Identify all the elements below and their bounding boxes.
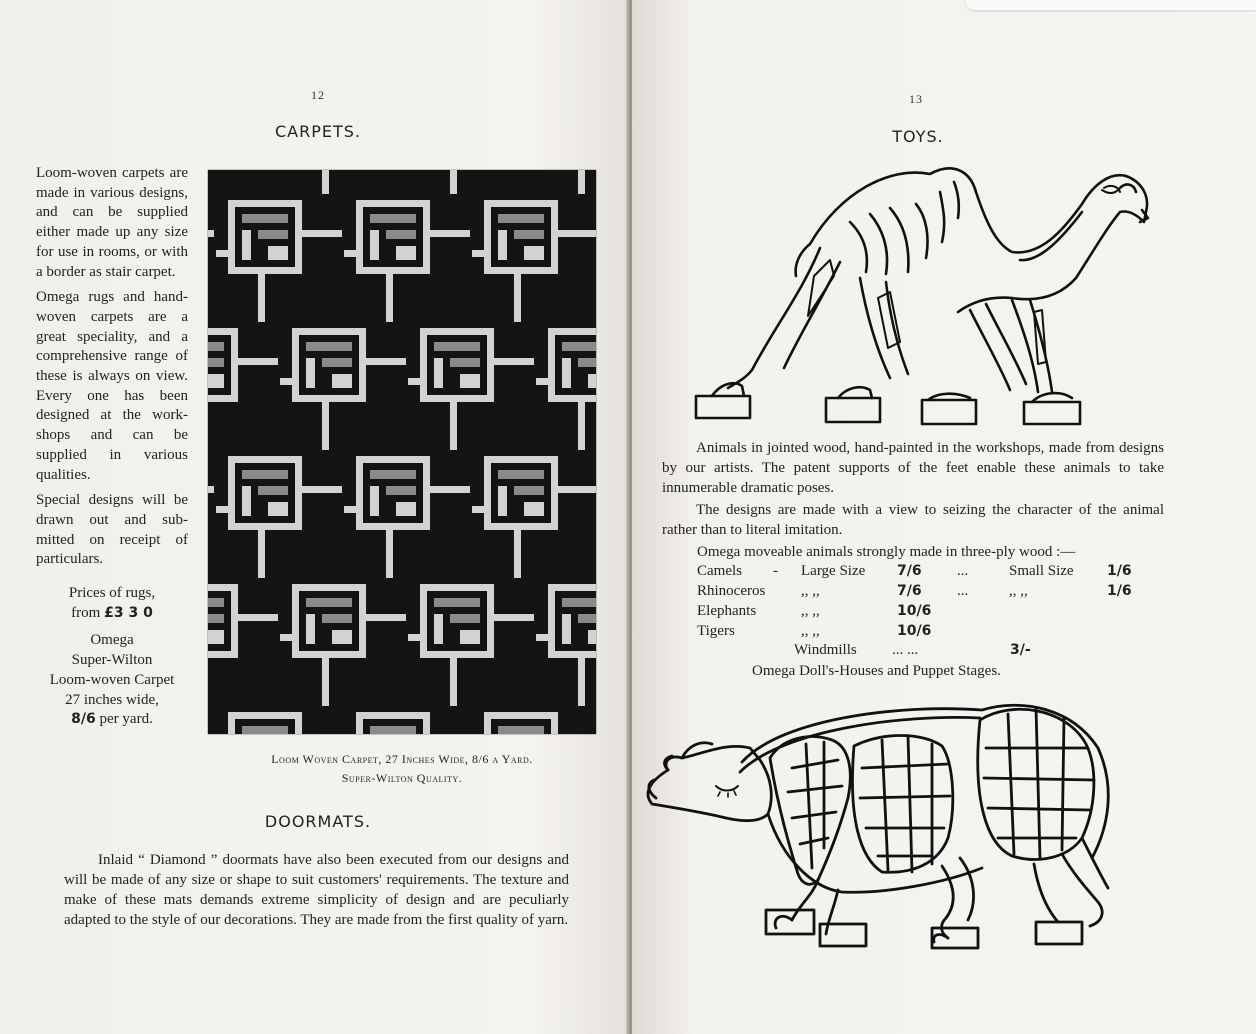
carpet-motif-bar [562,598,596,607]
rugs-price-label: Prices of rugs, [68,585,156,602]
carpet-motif-frame [484,712,558,719]
carpet-motif-frame [292,328,299,402]
windmills-row [794,640,1154,660]
carpet-motif-frame [484,456,558,463]
carpet-connector [450,658,457,706]
carpet-motif-bar [396,502,416,516]
windmills-price: 3/- [1010,642,1031,658]
carpet-motif-bar [460,630,480,644]
carpet-motif-frame [228,200,235,274]
carpet-motif-bar [332,630,352,644]
carpet-motif-frame [228,712,235,734]
carpet-motif-frame [484,456,491,530]
carpet-connector [514,274,521,322]
carpet-connector [558,486,596,493]
carpet-motif-bar [242,726,288,734]
carpet-motif-frame [423,712,430,734]
carpet-motif-frame [420,328,494,335]
carpet-motif-frame [551,712,558,734]
toys-heading: TOYS. [892,127,944,146]
carpet-connector [450,402,457,450]
wilton-price-unit: per yard. [99,711,153,728]
carpet-motif-frame [420,395,494,402]
carpet-motif-frame [420,584,427,658]
price-row-dash: - [773,563,778,579]
price-row-animal: Rhinoceros [697,583,766,599]
rugs-price-line [36,604,188,624]
carpet-connector [494,614,534,621]
carpet-motif-frame [484,712,491,734]
carpet-connector [494,358,534,365]
carpet-motif-frame [292,651,366,658]
carpet-motif-frame [548,328,555,402]
carpet-motif-bar [322,614,352,623]
wilton-line-1: Omega [90,632,134,649]
carpet-connector [302,486,342,493]
price-row [697,581,1167,601]
carpet-motif-frame [356,523,430,530]
carpet-motif-bar [498,230,507,260]
carpet-motif-bar [578,614,596,623]
price-row-animal: Tigers [697,623,735,639]
carpet-motif-bar [306,614,315,644]
carpet-motif-bar [588,374,596,388]
carpet-motif-frame [484,200,491,274]
rhinoceros-illustration [642,688,1122,950]
carpet-motif-frame [295,712,302,734]
carpet-motif-bar [208,598,224,607]
carpet-motif-frame [231,584,238,658]
carpet-connector [514,530,521,578]
carpet-motif-frame [292,395,366,402]
carpet-connector [430,486,470,493]
carpet-motif-frame [487,328,494,402]
carpet-motif-bar [258,486,288,495]
carpet-motif-frame [551,456,558,530]
carpet-motif-bar [588,630,596,644]
carpet-motif-frame [231,328,238,402]
carpet-motif-frame [359,328,366,402]
carpet-motif-bar [460,374,480,388]
carpet-motif-bar [498,470,544,479]
carpet-motif-frame [356,200,430,207]
carpet-motif-frame [423,200,430,274]
carpet-motif-bar [208,614,224,623]
price-row-size1: ,, ,, [801,623,820,639]
rugs-price-value: £3 3 0 [104,604,153,621]
carpet-motif-bar [306,598,352,607]
price-row-size2: ,, ,, [1009,583,1028,599]
carpet-motif-bar [268,246,288,260]
carpets-heading: CARPETS. [274,122,361,141]
carpet-connector [238,358,278,365]
carpet-motif-bar [242,230,251,260]
carpet-connector [344,506,356,513]
carpet-connector [536,378,548,385]
dollhouse-line: Omega Doll's-Houses and Puppet Stages. [752,663,1001,679]
carpet-motif-frame [356,267,430,274]
carpet-connector [536,634,548,641]
carpet-motif-bar [434,358,443,388]
carpet-motif-bar [562,358,571,388]
carpet-motif-frame [228,456,235,530]
carpet-motif-frame [484,200,558,207]
doormats-paragraph: Inlaid “ Diamond ” doormats have also been executed from our designs and will be made of any size or shape to suit customers' requirements. The texture and make of these mats demands extreme simplicity of design and are peculiarly adapted to the style of our decorations. They are made from the first quality of yarn. [64,852,569,928]
camel-illustration [690,152,1150,430]
carpet-motif-bar [434,598,480,607]
price-row-size2: Small Size [1009,563,1074,579]
toys-description [662,438,1164,540]
carpet-motif-frame [548,328,596,335]
carpet-motif-bar [242,214,288,223]
carpet-motif-frame [420,328,427,402]
carpet-connector [322,170,329,194]
carpet-motif-bar [370,486,379,516]
carpet-motif-bar [208,630,224,644]
carpet-motif-frame [420,584,494,591]
carpet-connector [216,506,228,513]
windmills-dots: ... ... [892,642,919,658]
intro-paragraph-3: Special designs will be drawn out and sub-mitted on receipt of particulars. [36,492,188,568]
price-row-price2: 1/6 [1107,563,1132,579]
carpet-connector [280,634,292,641]
carpets-text-column [36,164,188,730]
carpet-motif-bar [386,230,416,239]
carpet-connector [386,530,393,578]
price-row-animal: Camels [697,563,742,579]
carpet-motif-bar [562,614,571,644]
right-page [632,0,1256,1034]
price-row-size1: Large Size [801,563,866,579]
page-number-12: 12 [311,88,325,102]
carpet-motif-bar [370,214,416,223]
carpet-motif-frame [228,267,302,274]
carpet-connector [430,230,470,237]
carpet-connector [208,230,214,237]
carpet-motif-frame [292,328,366,335]
carpet-motif-frame [487,584,494,658]
carpet-connector [344,250,356,257]
carpet-motif-bar [258,230,288,239]
price-row-dots: ... [957,583,969,599]
carpet-connector [472,250,484,257]
price-list-intro: Omega moveable animals strongly made in three-ply wood :— [697,544,1076,560]
price-row [697,561,1167,581]
price-row [697,601,1167,621]
carpet-motif-frame [548,584,555,658]
carpet-motif-frame [423,456,430,530]
carpet-photo [208,170,596,734]
carpet-motif-bar [322,358,352,367]
carpet-connector [578,402,585,450]
carpet-motif-frame [292,584,366,591]
carpet-motif-frame [551,200,558,274]
carpet-motif-bar [268,502,288,516]
carpet-connector [322,658,329,706]
carpet-motif-frame [208,395,238,402]
carpet-motif-frame [208,651,238,658]
carpet-motif-bar [306,342,352,351]
carpet-motif-bar [434,614,443,644]
carpet-motif-frame [356,712,430,719]
carpet-motif-frame [295,200,302,274]
price-row-price1: 7/6 [897,563,922,579]
price-row-size1: ,, ,, [801,603,820,619]
carpet-connector [216,250,228,257]
window-tab-edge [966,0,1256,10]
carpet-connector [302,230,342,237]
carpet-motif-bar [242,470,288,479]
wilton-line-3: Loom-woven Carpet [49,671,175,688]
carpet-connector [578,658,585,706]
price-row-price2: 1/6 [1107,583,1132,599]
carpet-motif-bar [498,214,544,223]
carpet-motif-frame [292,584,299,658]
carpet-motif-bar [562,342,596,351]
carpet-connector [322,402,329,450]
carpet-motif-bar [514,230,544,239]
carpet-connector [450,170,457,194]
toys-paragraph-1: Animals in jointed wood, hand-painted in the workshops, made from designs by our artists. The patent supports of the feet enable these animals to take innumerable dramatic poses. [662,440,1164,496]
carpet-motif-frame [228,456,302,463]
carpet-motif-bar [524,246,544,260]
carpet-connector [208,486,214,493]
windmills-label: Windmills [794,642,857,658]
carpet-connector [238,614,278,621]
carpet-motif-bar [514,486,544,495]
carpet-motif-frame [356,456,430,463]
carpet-motif-frame [548,395,596,402]
carpet-connector [258,274,265,322]
carpet-caption-line-2: Super-Wilton Quality. [341,771,463,785]
carpet-connector [280,378,292,385]
carpet-motif-frame [548,651,596,658]
carpet-motif-frame [548,584,596,591]
price-row-dots: ... [957,563,969,579]
price-row-price1: 10/6 [897,623,932,639]
carpet-connector [558,230,596,237]
carpet-connector [366,614,406,621]
carpet-connector [258,530,265,578]
wilton-price-line [36,710,188,730]
carpet-motif-frame [295,456,302,530]
carpet-motif-frame [420,651,494,658]
carpet-motif-frame [228,712,302,719]
carpet-motif-bar [450,614,480,623]
price-row [697,621,1167,641]
price-row-price1: 7/6 [897,583,922,599]
carpet-motif-bar [434,342,480,351]
price-row-animal: Elephants [697,603,757,619]
carpet-motif-bar [386,486,416,495]
wilton-line-4: 27 inches wide, [65,691,159,708]
carpet-pattern-illustration [208,170,596,734]
carpet-caption [210,750,594,788]
carpet-motif-bar [498,486,507,516]
carpet-motif-frame [484,267,558,274]
doormats-heading: DOORMATS. [264,812,372,831]
wilton-price-value: 8/6 [71,711,96,728]
carpet-connector [366,358,406,365]
carpet-motif-bar [370,726,416,734]
carpet-motif-frame [356,200,363,274]
page-number-13: 13 [909,92,923,106]
carpet-connector [578,170,585,194]
carpet-connector [386,274,393,322]
rugs-price-from: from [71,604,101,621]
carpet-motif-frame [484,523,558,530]
carpet-motif-bar [306,358,315,388]
carpet-motif-bar [578,358,596,367]
carpet-connector [408,378,420,385]
carpet-motif-bar [242,486,251,516]
carpet-connector [408,634,420,641]
carpet-motif-frame [359,584,366,658]
carpet-motif-frame [228,200,302,207]
carpet-caption-line-1: Loom Woven Carpet, 27 Inches Wide, 8/6 a Yard. [271,752,533,766]
intro-paragraph-1: Loom-woven carpets are made in various designs, and can be supplied either made up any size for use in rooms, or with a border as stair carpet. [36,165,188,280]
wilton-line-2: Super-Wilton [71,652,153,669]
carpet-motif-bar [396,246,416,260]
carpet-motif-bar [498,726,544,734]
doormats-text-block [64,850,569,930]
carpet-motif-bar [450,358,480,367]
carpet-motif-bar [370,230,379,260]
price-row-size1: ,, ,, [801,583,820,599]
price-row-price1: 10/6 [897,603,932,619]
carpet-motif-frame [356,456,363,530]
carpet-motif-bar [524,502,544,516]
carpet-motif-bar [208,358,224,367]
toys-paragraph-2: The designs are made with a view to seizing the character of the animal rather than to literal imitation. [662,502,1164,538]
carpet-motif-bar [370,470,416,479]
carpet-motif-bar [332,374,352,388]
carpet-motif-bar [208,374,224,388]
carpet-motif-bar [208,342,224,351]
intro-paragraph-2: Omega rugs and hand-woven carpets are a great speciality, and a comprehensive range of these is always on view. Every one has been designed at the work-shops and can be supplied in various qualities. [36,289,188,483]
carpet-connector [472,506,484,513]
carpet-motif-frame [356,712,363,734]
carpet-motif-frame [228,523,302,530]
